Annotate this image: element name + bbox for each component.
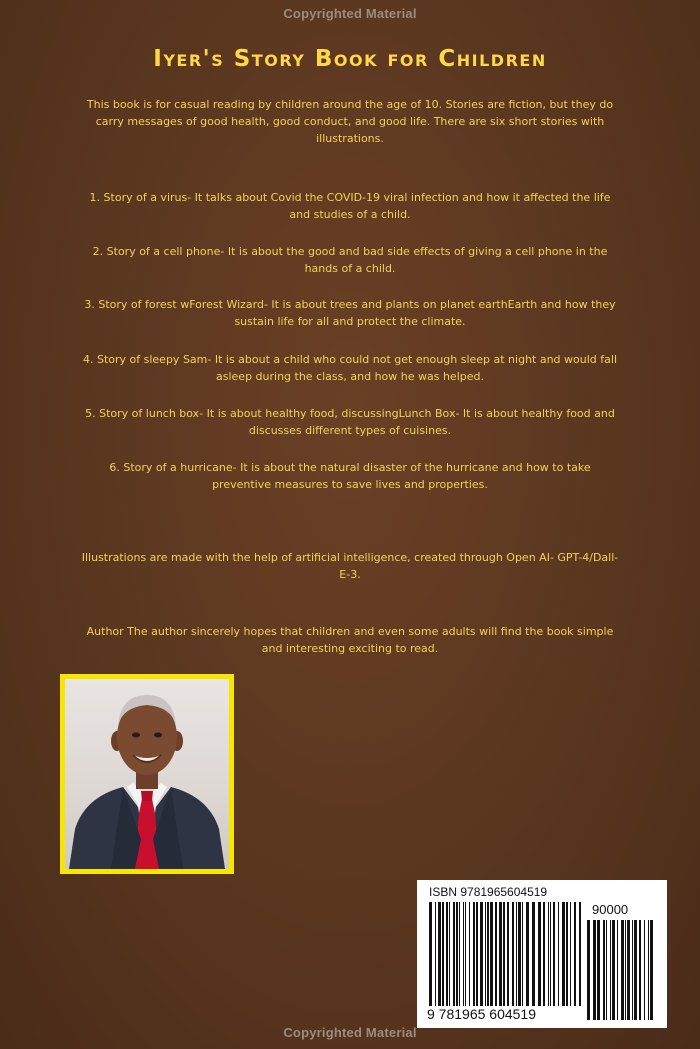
watermark-top: Copyrighted Material xyxy=(283,6,417,21)
barcode-bar xyxy=(612,920,615,1020)
barcode-bar xyxy=(442,902,444,1006)
barcode-main-icon xyxy=(429,902,584,1006)
author-note: Author The author sincerely hopes that children and even some adults will find the book simple and interesting exciting to read. xyxy=(86,625,614,655)
barcode-bar xyxy=(429,902,432,1006)
barcode-bar xyxy=(558,902,559,1006)
barcode-bar xyxy=(522,902,523,1006)
barcode-bar xyxy=(603,920,605,1020)
barcode-bar xyxy=(463,902,464,1006)
barcode-bar xyxy=(621,920,624,1020)
barcode-bar xyxy=(579,902,581,1006)
barcode-bar xyxy=(587,920,590,1020)
barcode-bar xyxy=(480,902,483,1006)
author-photo xyxy=(65,679,229,869)
price-code: 90000 xyxy=(592,902,629,917)
barcode-bar xyxy=(617,920,618,1020)
barcode-bar xyxy=(632,920,633,1020)
watermark-bottom: Copyrighted Material xyxy=(283,1025,417,1040)
barcode-bar xyxy=(449,902,450,1006)
isbn-label: ISBN 9781965604519 xyxy=(429,885,548,899)
story-item: 4. Story of sleepy Sam- It is about a child who could not get enough sleep at night and would fall asleep during the class, and how he was helped. xyxy=(82,353,617,383)
barcode-bar xyxy=(550,902,551,1006)
story-item: 1. Story of a virus- It talks about Covid the COVID-19 viral infection and how it affected the life and studies of a child. xyxy=(89,191,611,221)
barcode-bar xyxy=(446,902,448,1006)
barcode-bar xyxy=(650,920,653,1020)
barcode-bar xyxy=(503,902,505,1006)
barcode-bar xyxy=(548,902,549,1006)
barcode-bar xyxy=(610,920,611,1020)
barcode-bar xyxy=(516,902,517,1006)
barcode-bar xyxy=(453,902,455,1006)
barcode-bar xyxy=(570,902,571,1006)
barcode-bar xyxy=(634,920,637,1020)
barcode-bar xyxy=(553,902,555,1006)
barcode-bar xyxy=(465,902,466,1006)
barcode-addon-icon xyxy=(587,920,653,1020)
barcode-bar xyxy=(543,902,545,1006)
author-photo-frame xyxy=(60,674,234,874)
isbn-digits: 9 781965 604519 xyxy=(427,1006,536,1022)
barcode-bar xyxy=(459,902,460,1006)
barcode-bar xyxy=(648,920,649,1020)
barcode-bar xyxy=(597,920,600,1020)
barcode-bar xyxy=(490,902,493,1006)
barcode-bar xyxy=(526,902,529,1006)
barcode-bar xyxy=(438,902,441,1006)
barcode-bar xyxy=(495,902,497,1006)
barcode-bar xyxy=(627,920,630,1020)
story-item: 2. Story of a cell phone- It is about the good and bad side effects of giving a cell phone in the hands of a child. xyxy=(92,245,608,275)
author-portrait-icon xyxy=(65,679,229,869)
barcode-bar xyxy=(435,902,436,1006)
barcode-bar xyxy=(473,902,475,1006)
barcode-bar xyxy=(593,920,596,1020)
barcode-bar xyxy=(518,902,521,1006)
barcode-bar xyxy=(566,902,568,1006)
barcode-bar xyxy=(512,902,514,1006)
story-item: 3. Story of forest wForest Wizard- It is about trees and plants on planet earthEarth and how they sustain life for all and protect the climate. xyxy=(84,298,616,328)
illustrations-note: Illustrations are made with the help of artificial intelligence, created through Open AI- GPT-4/Dall-E-3. xyxy=(81,551,619,581)
book-title: Iyer's Story Book for Children xyxy=(153,46,547,72)
barcode-bar xyxy=(532,902,535,1006)
isbn-barcode xyxy=(417,880,667,1028)
barcode-bar xyxy=(562,902,565,1006)
intro-paragraph: This book is for casual reading by children around the age of 10. Stories are fiction, but they do carry messages of good health, good conduct, and good life. There are six short stories with illustrations. xyxy=(86,98,614,145)
barcode-bar xyxy=(485,902,486,1006)
barcode-bar xyxy=(456,902,458,1006)
barcode-bar xyxy=(574,902,576,1006)
barcode-bar xyxy=(625,920,626,1020)
barcode-bar xyxy=(499,902,502,1006)
story-item: 5. Story of lunch box- It is about healthy food, discussingLunch Box- It is about healthy food and discusses different types of cuisines. xyxy=(85,407,615,437)
barcode-bar xyxy=(469,902,470,1006)
barcode-bar xyxy=(507,902,509,1006)
barcode-bar xyxy=(487,902,489,1006)
barcode-bar xyxy=(538,902,541,1006)
barcode-bar xyxy=(644,920,645,1020)
barcode-bar xyxy=(476,902,478,1006)
story-item: 6. Story of a hurricane- It is about the natural disaster of the hurricane and how to take preventive measures to save lives and properties. xyxy=(109,461,591,491)
barcode-bar xyxy=(639,920,641,1020)
barcode-bar xyxy=(606,920,607,1020)
